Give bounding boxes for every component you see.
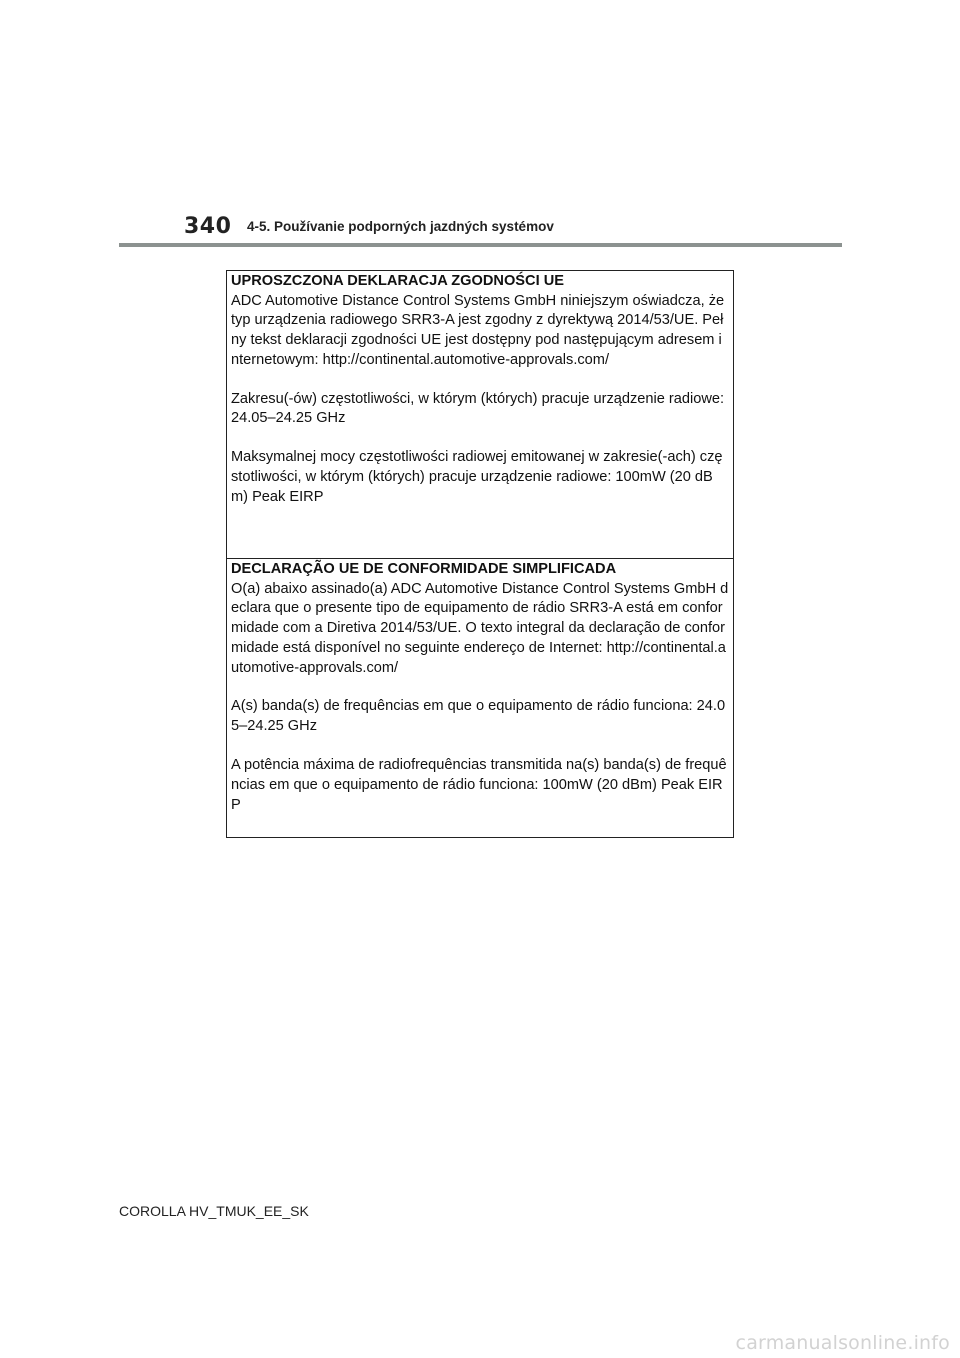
declaration-paragraph: Zakresu(-ów) częstotliwości, w którym (których) pracuje urządzenie radiowe: 24.05–24.25 GHz: [231, 390, 725, 427]
declaration-heading: UPROSZCZONA DEKLARACJA ZGODNOŚCI UE: [231, 273, 564, 289]
declaration-paragraph: O(a) abaixo assinado(a) ADC Automotive Distance Control Systems GmbH declara que o presente tipo de equipamento de rádio SRR3-A está em conformidade com a Diretiva 2014/53/UE. O texto integral da declaração de conformidade está disponível no seguinte endereço de Internet: http://continental.automotive-approvals.com/: [231, 580, 729, 676]
declaration-polish: [227, 271, 733, 559]
section-title: 4-5. Používanie podporných jazdných systémov: [247, 219, 554, 234]
declaration-box: [226, 270, 734, 838]
declaration-paragraph: Maksymalnej mocy częstotliwości radiowej emitowanej w zakresie(-ach) częstotliwości, w którym (których) pracuje urządzenie radiowe: 100mW (20 dBm) Peak EIRP: [231, 449, 723, 505]
footer-model-code: COROLLA HV_TMUK_EE_SK: [119, 1203, 309, 1219]
page-number: 340: [184, 214, 232, 239]
declaration-paragraph: A(s) banda(s) de frequências em que o equipamento de rádio funciona: 24.05–24.25 GHz: [231, 698, 726, 735]
declaration-heading: DECLARAÇÃO UE DE CONFORMIDADE SIMPLIFICADA: [231, 561, 617, 577]
watermark-text: carmanualsonline.info: [735, 1332, 950, 1354]
declaration-portuguese: [227, 559, 733, 837]
header-divider: [119, 243, 842, 247]
declaration-paragraph: ADC Automotive Distance Control Systems GmbH niniejszym oświadcza, że typ urządzenia radiowego SRR3-A jest zgodny z dyrektywą 2014/53/UE. Pełny tekst deklaracji zgodności UE jest dostępny pod następującym adresem internetowym: http://continental.automotive-approvals.com/: [231, 292, 725, 368]
page-header: [0, 0, 960, 250]
declaration-paragraph: A potência máxima de radiofrequências transmitida na(s) banda(s) de frequências em que o equipamento de rádio funciona: 100mW (20 dBm) Peak EIRP: [231, 757, 727, 813]
